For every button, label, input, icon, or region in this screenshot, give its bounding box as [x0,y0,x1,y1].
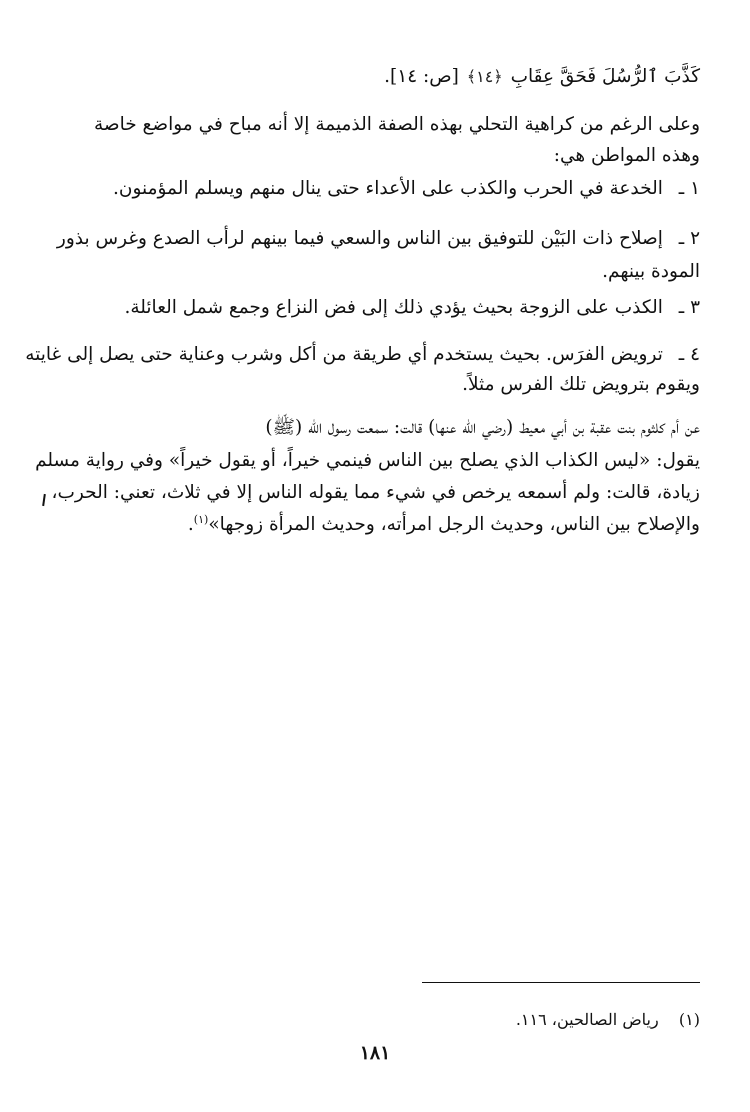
margin-mark [42,494,46,506]
list-item-text: المودة بينهم. [602,261,700,282]
list-item-1 [113,174,700,204]
verse-reference: [ص: ١٤]. [384,66,459,87]
paragraph-text: وعلى الرغم من كراهية التحلي بهذه الصفة الذميمة إلا أنه مباح في مواضع خاصة [93,114,700,135]
list-number: ٤ ـ [678,344,700,365]
paragraph-line [554,141,700,171]
list-number: ٣ ـ [678,297,700,318]
list-number: ٢ ـ [678,228,700,249]
sentence-end: . [187,514,194,535]
footnote [516,1008,700,1032]
list-item-2-continuation [602,257,700,287]
quran-verse-line [384,62,700,92]
hadith-line [35,446,700,476]
list-number: ١ ـ [678,178,700,199]
hadith-line [265,413,700,443]
hadith-text: يقول: «ليس الكذاب الذي يصلح بين الناس فينمي خيراً، أو يقول خيراً» وفي رواية مسلم [35,450,700,471]
footnote-reference[interactable]: (١) [193,512,209,526]
hadith-line [52,478,700,508]
hadith-text: والإصلاح بين الناس، وحديث الرجل امرأته، وحديث المرأة زوجها» [208,514,700,535]
footnote-text: رياض الصالحين، ١١٦. [515,1010,659,1029]
hadith-text: عن أم كلثوم بنت عقبة بن أبي معيط (رضي الله عنها) قالت: سمعت رسول الله (ﷺ) [265,417,700,438]
list-item-text: إصلاح ذات البَيْن للتوفيق بين الناس والسعي فيما بينهم لرأب الصدع وغرس بذور [56,228,663,249]
list-item-4 [25,340,700,370]
paragraph-line [94,110,700,140]
hadith-line [188,510,700,540]
verse-number-ornament: ﴿١٤﴾ [466,67,503,86]
list-item-text: الخدعة في الحرب والكذب على الأعداء حتى ينال منهم ويسلم المؤمنون. [112,178,663,199]
quran-verse-text: كَذَّبَ ٱلرُّسُلَ فَحَقَّ عِقَابِ [510,66,700,87]
hadith-text: زيادة، قالت: ولم أسمعه يرخص في شيء مما يقوله الناس إلا في ثلاث، تعني: الحرب، [51,482,700,503]
list-item-text: ويقوم بترويض تلك الفرس مثلاً. [462,374,700,395]
list-item-4-continuation [462,370,700,400]
list-item-text: ترويض الفرَس. بحيث يستخدم أي طريقة من أكل وشرب وعناية حتى يصل إلى غايته [25,344,663,365]
page-number: ١٨١ [359,1042,391,1064]
footnote-divider [422,982,700,983]
list-item-text: الكذب على الزوجة بحيث يؤدي ذلك إلى فض النزاع وجمع شمل العائلة. [124,297,663,318]
list-item-3 [124,293,700,323]
list-item-2 [57,224,700,254]
paragraph-text: وهذه المواطن هي: [553,145,700,166]
footnote-marker: (١) [678,1010,700,1029]
